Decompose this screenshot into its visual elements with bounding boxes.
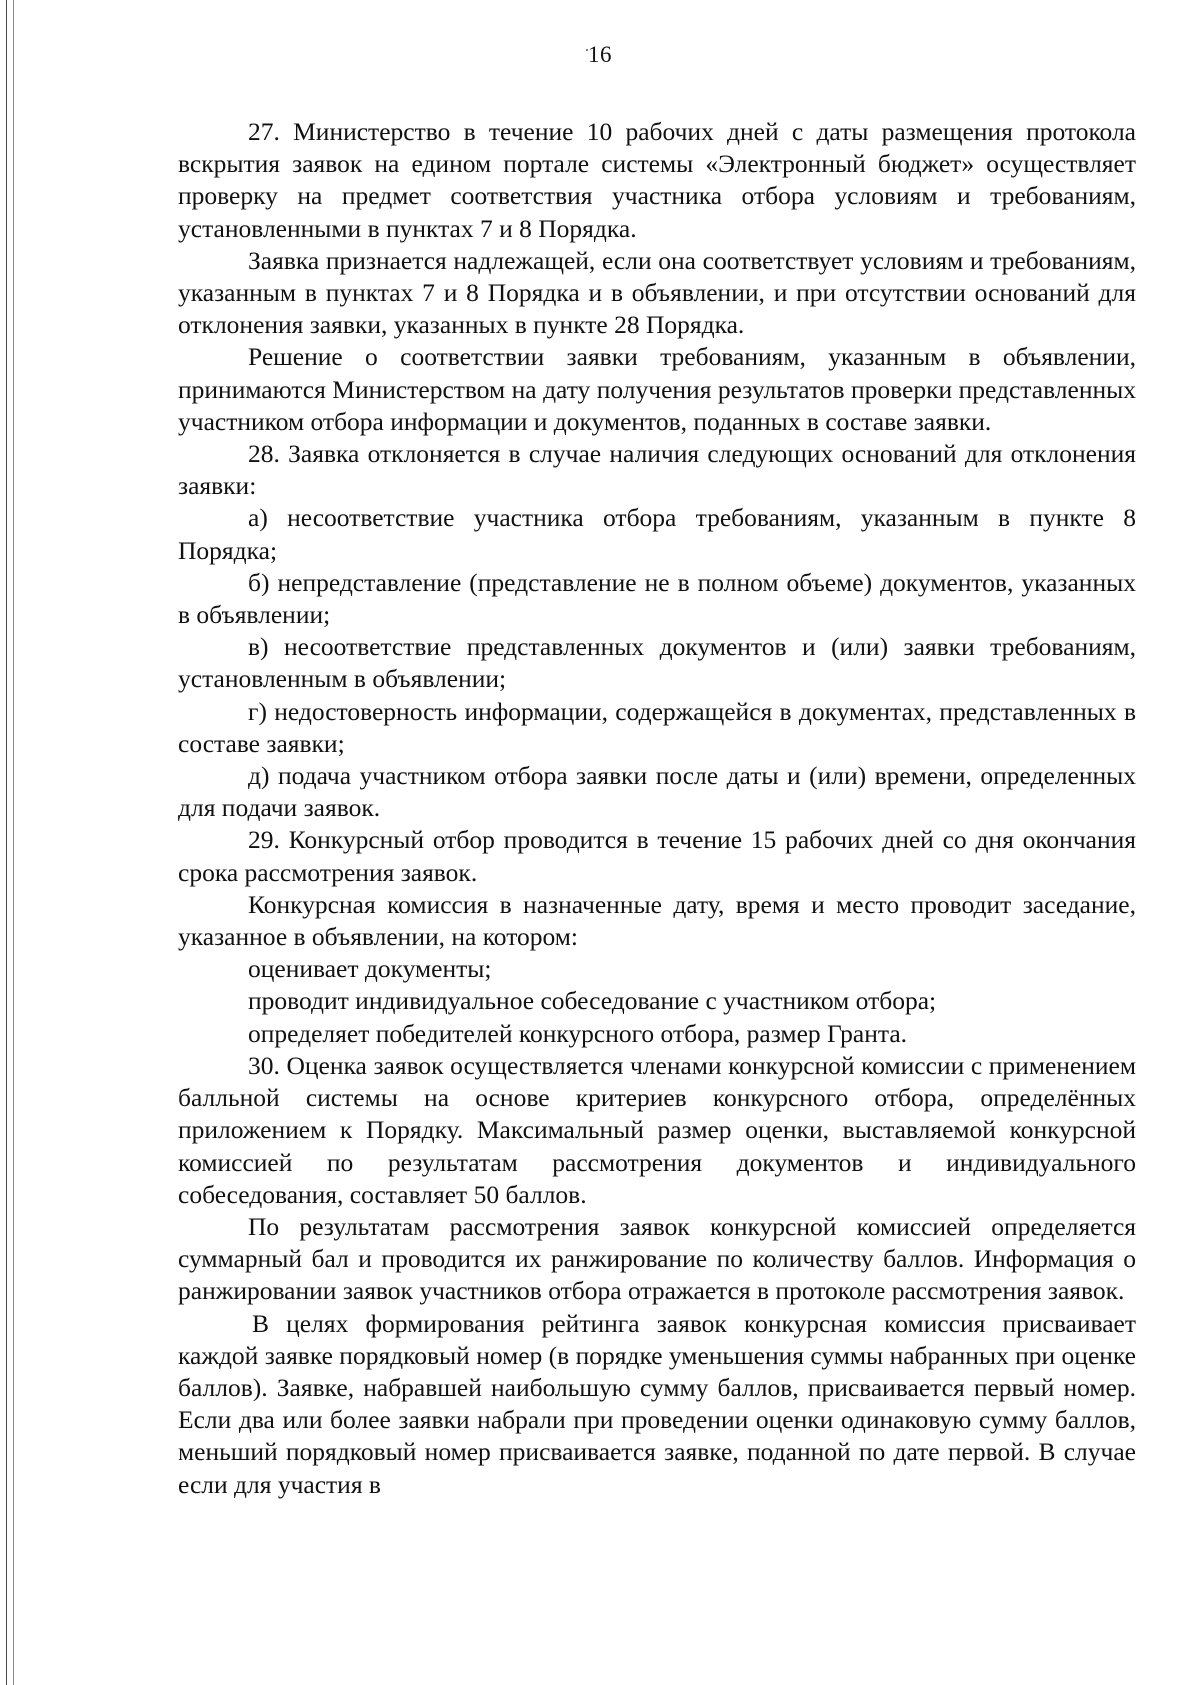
list-item-winners: определяет победителей конкурсного отбора, размер Гранта. <box>248 1018 908 1048</box>
paragraph-30: 30. Оценка заявок осуществляется членами конкурсной комиссии с применением балльной системы на основе критериев конкурсного отбора, определённых приложением к Порядку. Максимальный размер оценки, выставляемой конкурсной комиссией по результатам рассмотрения документов и индивидуального собеседования, составляет 50 баллов. <box>178 1050 1136 1209</box>
list-item-interview: проводит индивидуальное собеседование с участником отбора; <box>248 986 937 1016</box>
list-item-b: б) непредставление (представление не в полном объеме) документов, указанных в объявлении; <box>178 567 1136 630</box>
document-body <box>178 116 1136 1501</box>
paragraph-27: 27. Министерство в течение 10 рабочих дней с даты размещения протокола вскрытия заявок на едином портале системы «Электронный бюджет» осуществляет проверку на предмет соответствия участника отбора условиям и требованиям, установленными в пунктах 7 и 8 Порядка. <box>178 117 1136 243</box>
list-item-d: д) подача участником отбора заявки после даты и (или) времени, определенных для подачи заявок. <box>178 761 1136 823</box>
list-item-evaluates: оценивает документы; <box>248 954 492 984</box>
paragraph-28: 28. Заявка отклоняется в случае наличия следующих оснований для отклонения заявки: <box>178 439 1136 501</box>
scan-edge-line <box>13 0 14 1685</box>
paragraph-application-proper: Заявка признается надлежащей, если она соответствует условиям и требованиям, указанным в пунктах 7 и 8 Порядка и в объявлении, и при отсутствии оснований для отклонения заявки, указанных в пункте 28 Порядка. <box>178 245 1136 340</box>
paragraph-rating: В целях формирования рейтинга заявок конкурсная комиссия присваивает каждой заявке порядковый номер (в порядке уменьшения суммы набранных при оценке баллов). Заявке, набравшей наибольшую сумму баллов, присваивается первый номер. Если два или более заявки набрали при проведении оценки одинаковую сумму баллов, меньший порядковый номер присваивается заявке, поданной по дате первой. В случае если для участия в <box>178 1308 1136 1499</box>
paragraph-decision: Решение о соответствии заявки требованиям, указанным в объявлении, принимаются Министерством на дату получения результатов проверки представленных участником отбора информации и документов, поданных в составе заявки. <box>178 342 1136 436</box>
page-number: 16 <box>588 42 612 67</box>
paragraph-commission-meeting: Конкурсная комиссия в назначенные дату, время и место проводит заседание, указанное в объявлении, на котором: <box>178 889 1136 952</box>
list-item-g: г) недостоверность информации, содержащейся в документах, представленных в составе заявки; <box>178 696 1136 758</box>
list-item-v: в) несоответствие представленных документов и (или) заявки требованиям, установленным в объявлении; <box>178 632 1136 694</box>
paragraph-29: 29. Конкурсный отбор проводится в течение 15 рабочих дней со дня окончания срока рассмотрения заявок. <box>178 825 1136 887</box>
paragraph-ranking: По результатам рассмотрения заявок конкурсной комиссией определяется суммарный бал и проводится их ранжирование по количеству баллов. Информация о ранжировании заявок участников отбора отражается в протоколе рассмотрения заявок. <box>178 1211 1136 1306</box>
scan-edge-line <box>6 0 7 1685</box>
list-item-a: а) несоответствие участника отбора требованиям, указанным в пункте 8 Порядка; <box>178 503 1136 565</box>
